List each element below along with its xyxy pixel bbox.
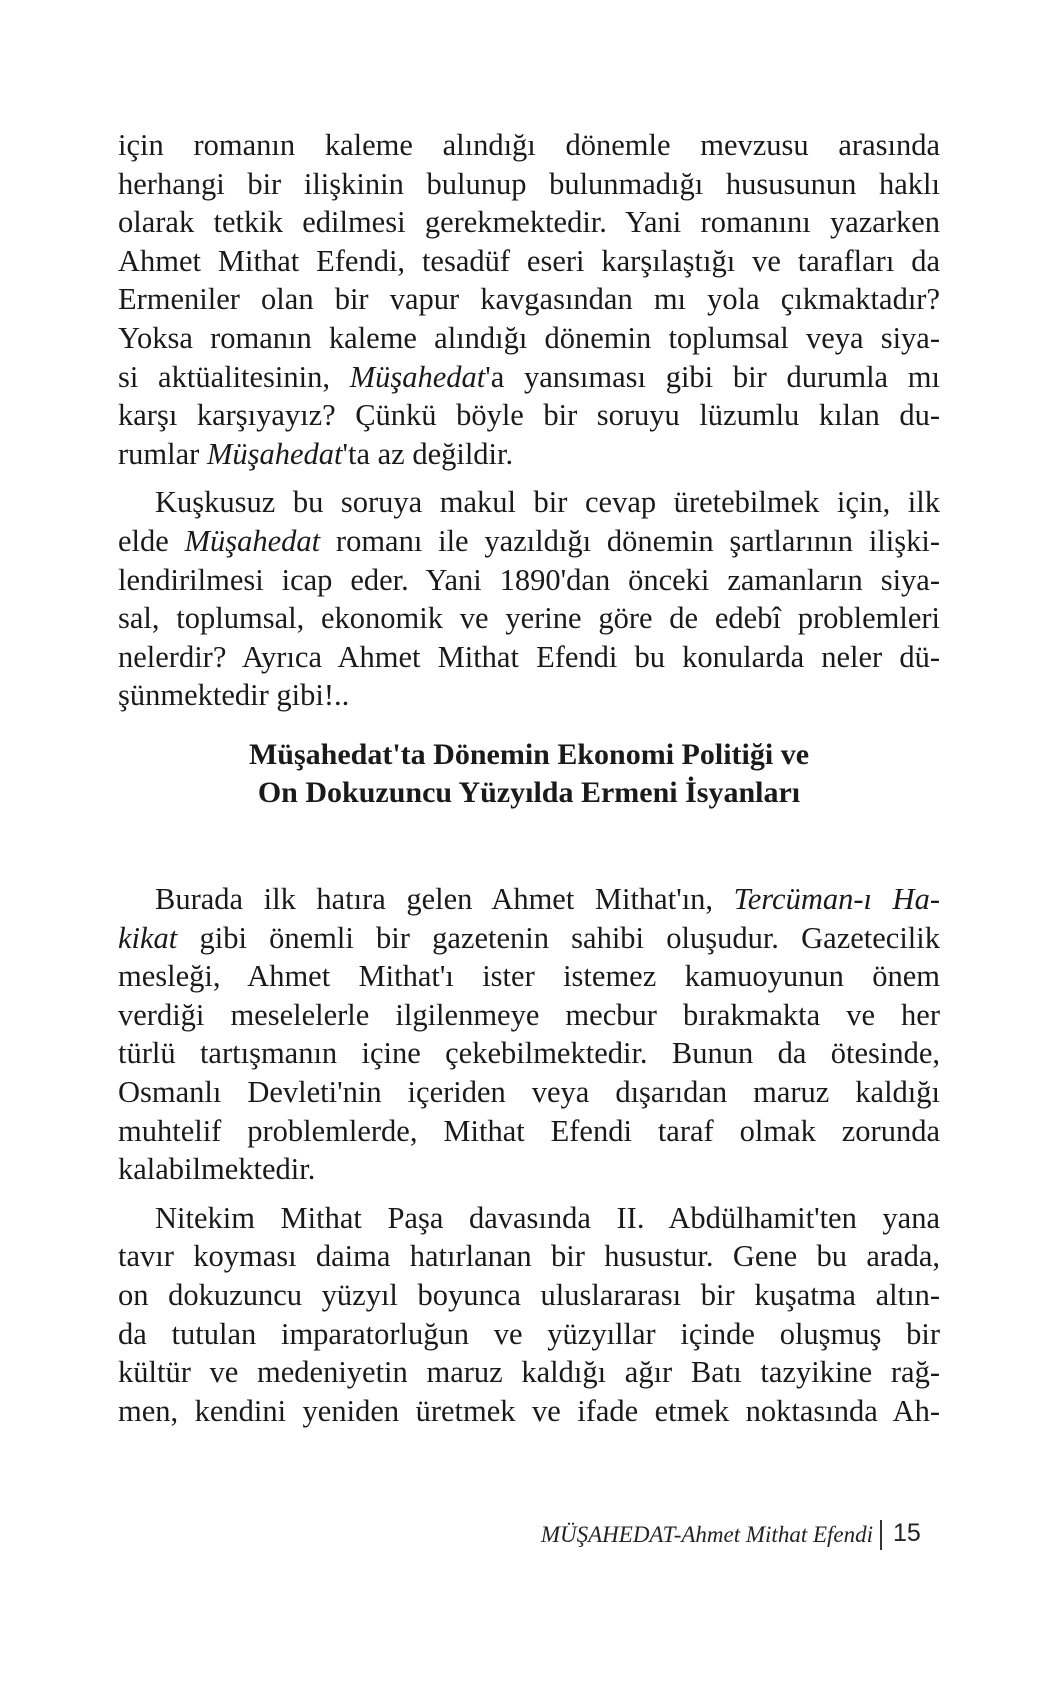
text-line: türlü tartışmanın içine çekebilmektedir. Bunun da ötesinde,	[118, 1036, 940, 1071]
text-line: verdiği meselelerle ilgilenmeye mecbur bırakmakta ve her	[118, 997, 940, 1032]
paragraph	[118, 1199, 940, 1431]
text-line: olarak tetkik edilmesi gerekmektedir. Yani romanını yazarken	[118, 205, 940, 240]
body-text-bottom	[118, 880, 940, 1430]
text-line: Osmanlı Devleti'nin içeriden veya dışarıdan maruz kaldığı	[118, 1074, 940, 1109]
text-line: için romanın kaleme alındığı dönemle mevzusu arasında	[118, 128, 940, 162]
text-line: rumlar Müşahedat'ta az değildir.	[118, 436, 514, 471]
text-line: kikat gibi önemli bir gazetenin sahibi oluşudur. Gazetecilik	[118, 920, 940, 955]
text-line: tavır koyması daima hatırlanan bir husustur. Gene bu arada,	[118, 1239, 940, 1274]
paragraph	[118, 880, 940, 1189]
text-line: Kuşkusuz bu soruya makul bir cevap üretebilmek için, ilk	[155, 485, 940, 520]
text-line: Ermeniler olan bir vapur kavgasından mı yola çıkmaktadır?	[118, 282, 940, 317]
page-number: 15	[893, 1519, 921, 1547]
text-line: kültür ve medeniyetin maruz kaldığı ağır Batı tazyikine rağ-	[118, 1355, 940, 1390]
text-line: da tutulan imparatorluğun ve yüzyıllar içinde oluşmuş bir	[118, 1316, 940, 1351]
text-line: on dokuzuncu yüzyıl boyunca uluslararası bir kuşatma altın-	[118, 1277, 940, 1312]
text-line: şünmektedir gibi!..	[118, 678, 350, 713]
section-heading	[118, 736, 940, 812]
text-line: lendirilmesi icap eder. Yani 1890'dan önceki zamanların siya-	[118, 562, 940, 597]
text-line: Ahmet Mithat Efendi, tesadüf eseri karşılaştığı ve tarafları da	[118, 243, 940, 278]
body-text-top	[118, 126, 940, 715]
text-line: kalabilmektedir.	[118, 1152, 316, 1187]
text-line: muhtelif problemlerde, Mithat Efendi taraf olmak zorunda	[118, 1113, 940, 1148]
text-line: si aktüalitesinin, Müşahedat'a yansıması gibi bir durumla mı	[118, 359, 941, 394]
text-line: nelerdir? Ayrıca Ahmet Mithat Efendi bu konularda neler dü-	[118, 639, 940, 674]
paragraph	[118, 483, 940, 715]
running-footer-title: MÜŞAHEDAT-Ahmet Mithat Efendi	[540, 1522, 873, 1547]
footer-divider	[880, 1520, 882, 1550]
text-line: Burada ilk hatıra gelen Ahmet Mithat'ın, Tercüman-ı Ha-	[155, 882, 940, 916]
section-heading-line: Müşahedat'ta Dönemin Ekonomi Politiği ve	[248, 738, 810, 771]
text-line: karşı karşıyayız? Çünkü böyle bir soruyu lüzumlu kılan du-	[118, 398, 940, 433]
paragraph	[118, 126, 940, 473]
text-line: men, kendini yeniden üretmek ve ifade etmek noktasında Ah-	[118, 1393, 940, 1428]
text-line: Yoksa romanın kaleme alındığı dönemin toplumsal veya siya-	[118, 320, 940, 355]
section-heading-line: On Dokuzuncu Yüzyılda Ermeni İsyanları	[257, 776, 801, 809]
text-line: mesleği, Ahmet Mithat'ı ister istemez kamuoyunun önem	[118, 959, 940, 994]
text-line: herhangi bir ilişkinin bulunup bulunmadığı hususunun haklı	[118, 166, 940, 201]
text-line: sal, toplumsal, ekonomik ve yerine göre de edebî problemleri	[118, 601, 940, 636]
text-line: Nitekim Mithat Paşa davasında II. Abdülhamit'ten yana	[155, 1200, 940, 1235]
text-line: elde Müşahedat romanı ile yazıldığı dönemin şartlarının ilişki-	[118, 523, 940, 558]
